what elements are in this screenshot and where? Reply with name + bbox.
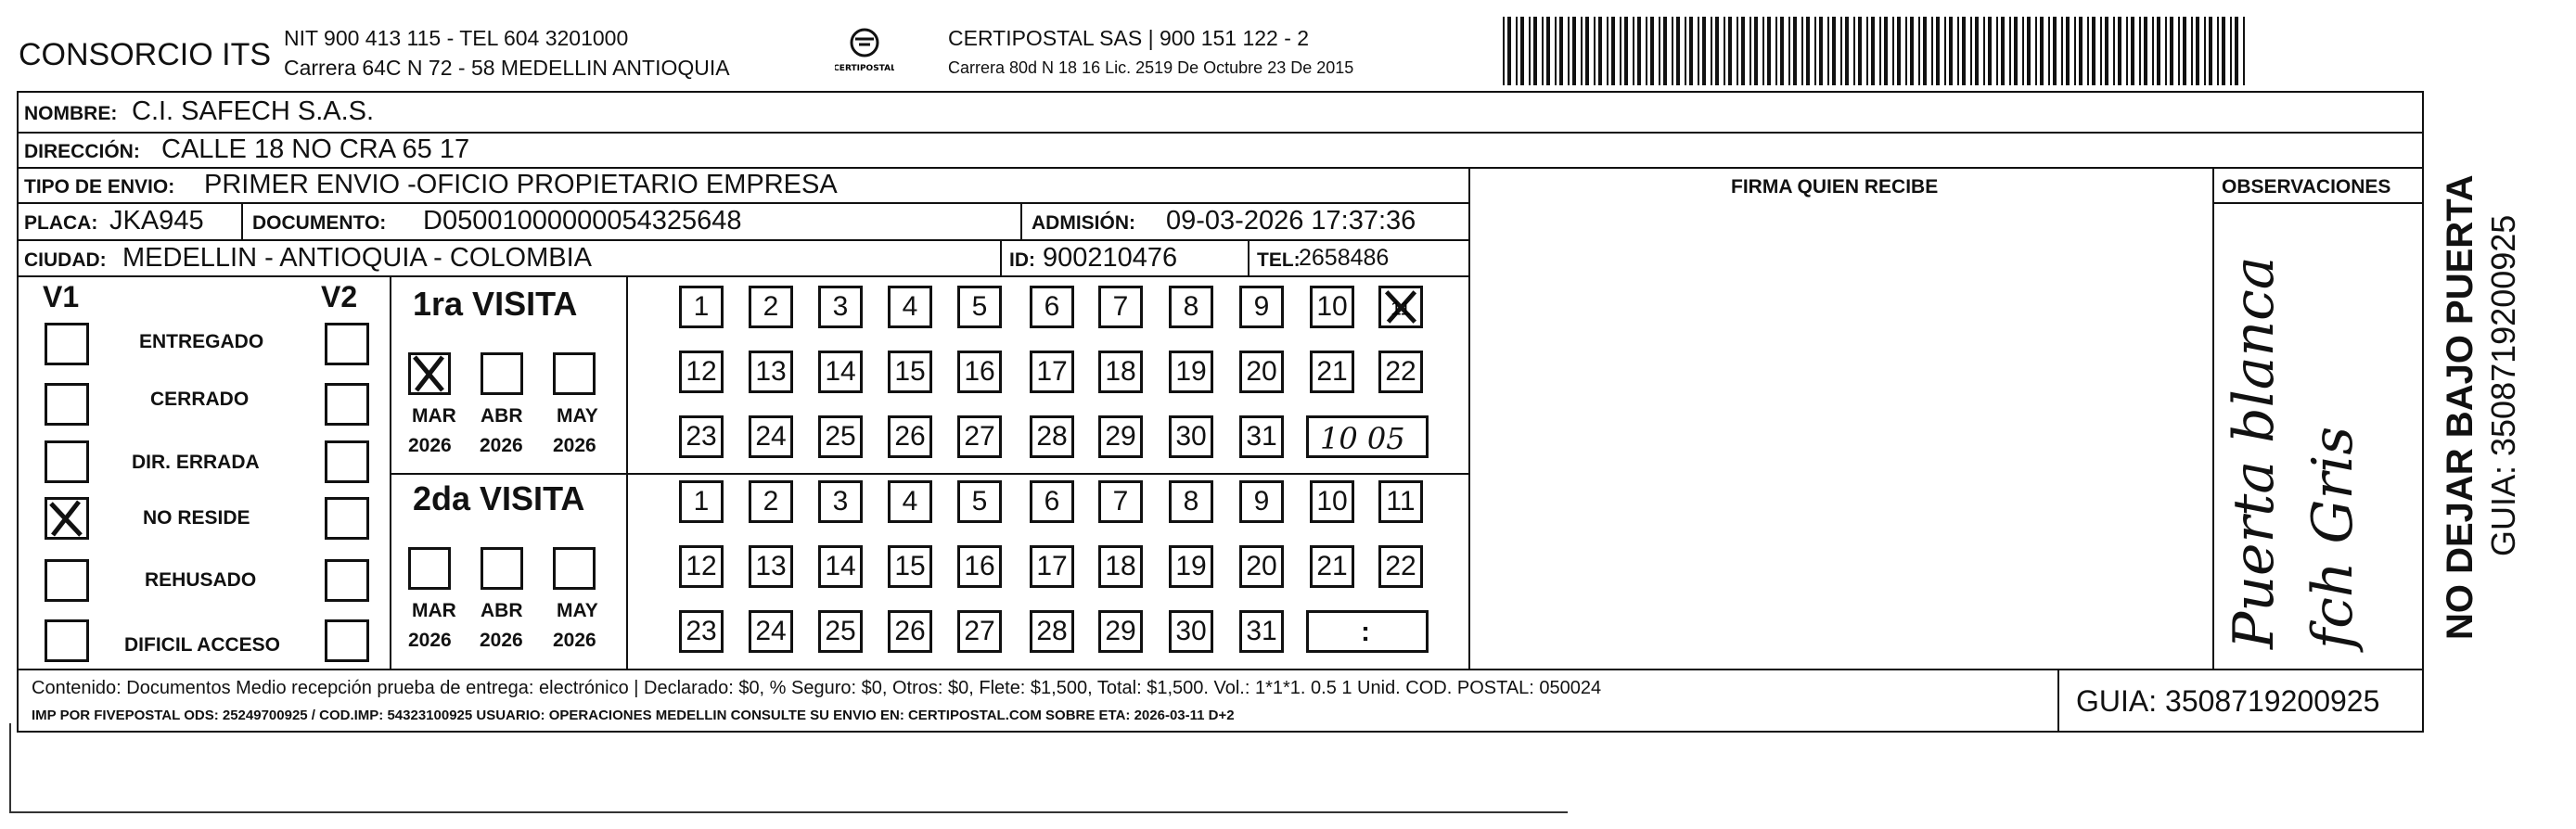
second-visit-day-31[interactable]: [1239, 610, 1284, 653]
first-visit-day-26[interactable]: [888, 415, 932, 458]
documento-label: DOCUMENTO:: [252, 212, 387, 234]
first-visit-month-mar-checkbox[interactable]: [408, 352, 451, 395]
first-month-abr: ABR: [481, 405, 523, 427]
svg-text:CERTIPOSTAL: CERTIPOSTAL: [835, 64, 894, 73]
v1-checkbox-cerrado[interactable]: [45, 383, 89, 426]
first-visit-day-29[interactable]: [1098, 415, 1143, 458]
day-number: 31: [1246, 616, 1277, 646]
first-visit-day-25[interactable]: [818, 415, 863, 458]
first-visit-month-abr-checkbox[interactable]: [481, 352, 523, 395]
direccion-label: DIRECCIÓN:: [24, 141, 140, 162]
v1-checkbox-rehusado[interactable]: [45, 559, 89, 602]
tipo-envio-label: TIPO DE ENVIO:: [24, 176, 175, 198]
second-visit-day-22[interactable]: [1378, 545, 1423, 588]
id-label: ID:: [1009, 249, 1035, 271]
second-visit-day-20[interactable]: [1239, 545, 1284, 588]
first-visit-day-31[interactable]: [1239, 415, 1284, 458]
second-visit-day-29[interactable]: [1098, 610, 1143, 653]
day-number: 16: [964, 356, 995, 387]
second-visit-day-13[interactable]: [749, 545, 793, 588]
day-number: 22: [1385, 356, 1416, 387]
second-visit-day-19[interactable]: [1169, 545, 1213, 588]
contenido-text: Contenido: Documentos Medio recepción prueba de entrega: electrónico | Declarado: $0, % Seguro: $0, Otros: $0, Flete: $1,500, Total: $1,500. Vol.: 1*1*1. 0.5 1 Unid. COD. POSTAL: 050024: [32, 678, 1602, 698]
day-number: 16: [964, 551, 995, 581]
day-number: 4: [902, 486, 918, 517]
ciudad-label: CIUDAD:: [24, 249, 107, 271]
second-visit-time-box[interactable]: [1306, 610, 1429, 653]
first-visit-day-23[interactable]: [679, 415, 724, 458]
first-visit-time-box[interactable]: [1306, 415, 1429, 458]
day-number: 18: [1105, 356, 1136, 387]
firma-label: FIRMA QUIEN RECIBE: [1731, 176, 1939, 198]
company-nit: NIT 900 413 115 - TEL 604 3201000: [284, 26, 629, 50]
day-number: 20: [1246, 356, 1277, 387]
tipo-envio-value: PRIMER ENVIO -OFICIO PROPIETARIO EMPRESA: [204, 170, 838, 199]
day-number: 30: [1175, 421, 1207, 452]
status-dir-errada: DIR. ERRADA: [132, 452, 260, 473]
day-number: 6: [1044, 291, 1060, 322]
first-visit-day-4[interactable]: [888, 286, 932, 328]
first-visit-day-28[interactable]: [1030, 415, 1074, 458]
first-visit-time: 10 05: [1320, 421, 1405, 456]
day-number: 12: [686, 356, 717, 387]
first-visit-day-16[interactable]: [957, 351, 1002, 393]
company-address: Carrera 64C N 72 - 58 MEDELLIN ANTIOQUIA: [284, 56, 730, 80]
second-visit-day-25[interactable]: [818, 610, 863, 653]
day-number: 27: [964, 421, 995, 452]
day-number: 24: [755, 421, 787, 452]
nombre-value: C.I. SAFECH S.A.S.: [132, 96, 375, 126]
day-number: 10: [1316, 291, 1348, 322]
day-number: 19: [1175, 356, 1207, 387]
second-visit-day-7[interactable]: [1098, 480, 1143, 523]
certipostal-logo: [835, 24, 894, 80]
admision-label: ADMISIÓN:: [1032, 212, 1135, 234]
second-visit-day-8[interactable]: [1169, 480, 1213, 523]
second-visit-title: 2da VISITA: [413, 479, 585, 517]
second-year-may: 2026: [553, 630, 596, 651]
second-visit-day-5[interactable]: [957, 480, 1002, 523]
first-visit-day-14[interactable]: [818, 351, 863, 393]
second-visit-month-abr-checkbox[interactable]: [481, 547, 523, 590]
day-number: 26: [894, 616, 926, 646]
cross-mark-icon: [45, 498, 86, 539]
status-dificil-acceso: DIFICIL ACCESO: [124, 634, 281, 656]
first-visit-title: 1ra VISITA: [413, 285, 578, 323]
v1-label: V1: [43, 280, 80, 313]
v2-checkbox-rehusado[interactable]: [325, 559, 369, 602]
first-visit-day-27[interactable]: [957, 415, 1002, 458]
handwritten-note-line2: fch Gris: [2300, 426, 2365, 649]
day-number: 8: [1183, 291, 1199, 322]
second-visit-time: :: [1361, 617, 1370, 647]
first-visit-day-15[interactable]: [888, 351, 932, 393]
day-number: 13: [755, 551, 787, 581]
status-entregado: ENTREGADO: [139, 331, 264, 352]
day-number: 23: [686, 616, 717, 646]
first-year-mar: 2026: [408, 435, 452, 456]
day-number: 15: [894, 551, 926, 581]
day-number: 27: [964, 616, 995, 646]
second-visit-day-26[interactable]: [888, 610, 932, 653]
company-name: CONSORCIO ITS: [19, 37, 272, 72]
status-no-reside: NO RESIDE: [143, 507, 250, 529]
day-number: 4: [902, 291, 918, 322]
day-number: 9: [1253, 291, 1270, 322]
day-number: 8: [1183, 486, 1199, 517]
v2-checkbox-entregado[interactable]: [325, 323, 369, 365]
first-visit-month-may-checkbox[interactable]: [553, 352, 596, 395]
second-visit-day-16[interactable]: [957, 545, 1002, 588]
placa-label: PLACA:: [24, 212, 98, 234]
first-visit-day-3[interactable]: [818, 286, 863, 328]
day-number: 29: [1105, 421, 1136, 452]
first-visit-day-8[interactable]: [1169, 286, 1213, 328]
day-number: 31: [1246, 421, 1277, 452]
day-number: 28: [1036, 421, 1068, 452]
admision-value: 09-03-2026 17:37:36: [1166, 206, 1416, 236]
second-visit-day-14[interactable]: [818, 545, 863, 588]
day-number: 3: [832, 486, 849, 517]
second-visit-month-may-checkbox[interactable]: [553, 547, 596, 590]
side-warning: NO DEJAR BAJO PUERTA: [2440, 174, 2480, 640]
carrier-address: Carrera 80d N 18 16 Lic. 2519 De Octubre 23 De 2015: [948, 58, 1354, 77]
id-value: 900210476: [1043, 243, 1178, 273]
first-visit-day-7[interactable]: [1098, 286, 1143, 328]
second-month-mar: MAR: [412, 600, 456, 621]
first-visit-day-17[interactable]: [1030, 351, 1074, 393]
second-visit-day-28[interactable]: [1030, 610, 1074, 653]
v2-checkbox-no-reside[interactable]: [325, 497, 369, 540]
first-visit-day-24[interactable]: [749, 415, 793, 458]
imp-text: IMP POR FIVEPOSTAL ODS: 25249700925 / COD.IMP: 54323100925 USUARIO: OPERACIONES MEDELLIN CONSULTE SU ENVIO EN: CERTIPOSTAL.COM SOBRE ETA: 2026-03-11 D+2: [32, 708, 1235, 723]
day-number: 15: [894, 356, 926, 387]
placa-value: JKA945: [109, 206, 204, 236]
second-visit-day-12[interactable]: [679, 545, 724, 588]
day-number: 10: [1316, 486, 1348, 517]
second-visit-day-21[interactable]: [1310, 545, 1354, 588]
footer-guia: GUIA: 3508719200925: [2076, 684, 2380, 718]
day-number: 21: [1316, 356, 1348, 387]
v1-checkbox-no-reside[interactable]: [45, 497, 89, 540]
day-number: 26: [894, 421, 926, 452]
second-visit-day-15[interactable]: [888, 545, 932, 588]
barcode: [1503, 17, 2245, 85]
day-number: 5: [971, 486, 988, 517]
second-visit-day-11[interactable]: [1378, 480, 1423, 523]
v2-label: V2: [321, 280, 358, 313]
first-visit-day-30[interactable]: [1169, 415, 1213, 458]
direccion-value: CALLE 18 NO CRA 65 17: [161, 134, 470, 164]
v1-checkbox-dir-errada[interactable]: [45, 440, 89, 483]
second-visit-day-23[interactable]: [679, 610, 724, 653]
day-number: 1: [693, 291, 710, 322]
first-year-abr: 2026: [480, 435, 523, 456]
v1-checkbox-dificil-acceso[interactable]: [45, 619, 89, 662]
carrier-name: CERTIPOSTAL SAS | 900 151 122 - 2: [948, 26, 1310, 50]
second-visit-day-17[interactable]: [1030, 545, 1074, 588]
first-visit-day-2[interactable]: [749, 286, 793, 328]
day-number: 23: [686, 421, 717, 452]
v1-checkbox-entregado[interactable]: [45, 323, 89, 365]
tel-label: TEL:: [1257, 249, 1301, 271]
first-visit-day-12[interactable]: [679, 351, 724, 393]
day-number: 14: [825, 356, 856, 387]
day-number: 17: [1036, 356, 1068, 387]
second-visit-day-2[interactable]: [749, 480, 793, 523]
cross-mark-icon: [409, 353, 448, 392]
v2-checkbox-dificil-acceso[interactable]: [325, 619, 369, 662]
day-number: 29: [1105, 616, 1136, 646]
first-visit-day-21[interactable]: [1310, 351, 1354, 393]
second-visit-day-24[interactable]: [749, 610, 793, 653]
day-number: 9: [1253, 486, 1270, 517]
second-visit-day-9[interactable]: [1239, 480, 1284, 523]
second-visit-day-3[interactable]: [818, 480, 863, 523]
second-month-abr: ABR: [481, 600, 523, 621]
first-visit-day-13[interactable]: [749, 351, 793, 393]
second-year-mar: 2026: [408, 630, 452, 651]
day-number: 12: [686, 551, 717, 581]
first-visit-day-20[interactable]: [1239, 351, 1284, 393]
day-number: 19: [1175, 551, 1207, 581]
side-guia: GUIA: 3508719200925: [2484, 214, 2522, 556]
status-rehusado: REHUSADO: [145, 569, 257, 591]
second-visit-day-27[interactable]: [957, 610, 1002, 653]
day-number: 21: [1316, 551, 1348, 581]
day-number: 2: [763, 291, 779, 322]
day-number: 30: [1175, 616, 1207, 646]
second-visit-day-4[interactable]: [888, 480, 932, 523]
v2-checkbox-dir-errada[interactable]: [325, 440, 369, 483]
second-month-may: MAY: [557, 600, 598, 621]
day-number: 22: [1385, 551, 1416, 581]
day-number: 18: [1105, 551, 1136, 581]
tel-value: 2658486: [1299, 245, 1390, 271]
day-number: 20: [1246, 551, 1277, 581]
second-visit-day-10[interactable]: [1310, 480, 1354, 523]
first-visit-day-10[interactable]: [1310, 286, 1354, 328]
first-year-may: 2026: [553, 435, 596, 456]
day-number: 1: [693, 486, 710, 517]
second-visit-day-1[interactable]: [679, 480, 724, 523]
first-visit-day-22[interactable]: [1378, 351, 1423, 393]
handwritten-note-line1: Puerta blanca: [2222, 256, 2287, 649]
v2-checkbox-cerrado[interactable]: [325, 383, 369, 426]
second-year-abr: 2026: [480, 630, 523, 651]
second-visit-day-6[interactable]: [1030, 480, 1074, 523]
day-number: 7: [1112, 486, 1129, 517]
second-visit-day-18[interactable]: [1098, 545, 1143, 588]
day-number: 11: [1386, 486, 1416, 517]
ciudad-value: MEDELLIN - ANTIOQUIA - COLOMBIA: [122, 243, 592, 273]
first-visit-day-6[interactable]: [1030, 286, 1074, 328]
documento-value: D05001000000054325648: [423, 206, 742, 236]
day-number: 13: [755, 356, 787, 387]
day-number: 3: [832, 291, 849, 322]
day-number: 14: [825, 551, 856, 581]
first-visit-day-18[interactable]: [1098, 351, 1143, 393]
second-visit-month-mar-checkbox[interactable]: [408, 547, 451, 590]
first-visit-day-11[interactable]: [1378, 286, 1423, 328]
first-month-may: MAY: [557, 405, 598, 427]
day-number: 6: [1044, 486, 1060, 517]
first-month-mar: MAR: [412, 405, 456, 427]
day-number: 17: [1036, 551, 1068, 581]
first-visit-day-5[interactable]: [957, 286, 1002, 328]
first-visit-day-9[interactable]: [1239, 286, 1284, 328]
nombre-label: NOMBRE:: [24, 103, 118, 124]
day-number: 25: [825, 421, 856, 452]
first-visit-day-1[interactable]: [679, 286, 724, 328]
day-number: 2: [763, 486, 779, 517]
observaciones-label: OBSERVACIONES: [2222, 176, 2391, 198]
cross-mark-icon: [1381, 287, 1420, 326]
day-number: 24: [755, 616, 787, 646]
svg-text:11: 11: [1391, 298, 1411, 320]
day-number: 5: [971, 291, 988, 322]
day-number: 28: [1036, 616, 1068, 646]
day-number: 7: [1112, 291, 1129, 322]
status-cerrado: CERRADO: [150, 389, 250, 410]
day-number: 25: [825, 616, 856, 646]
first-visit-day-19[interactable]: [1169, 351, 1213, 393]
second-visit-day-30[interactable]: [1169, 610, 1213, 653]
